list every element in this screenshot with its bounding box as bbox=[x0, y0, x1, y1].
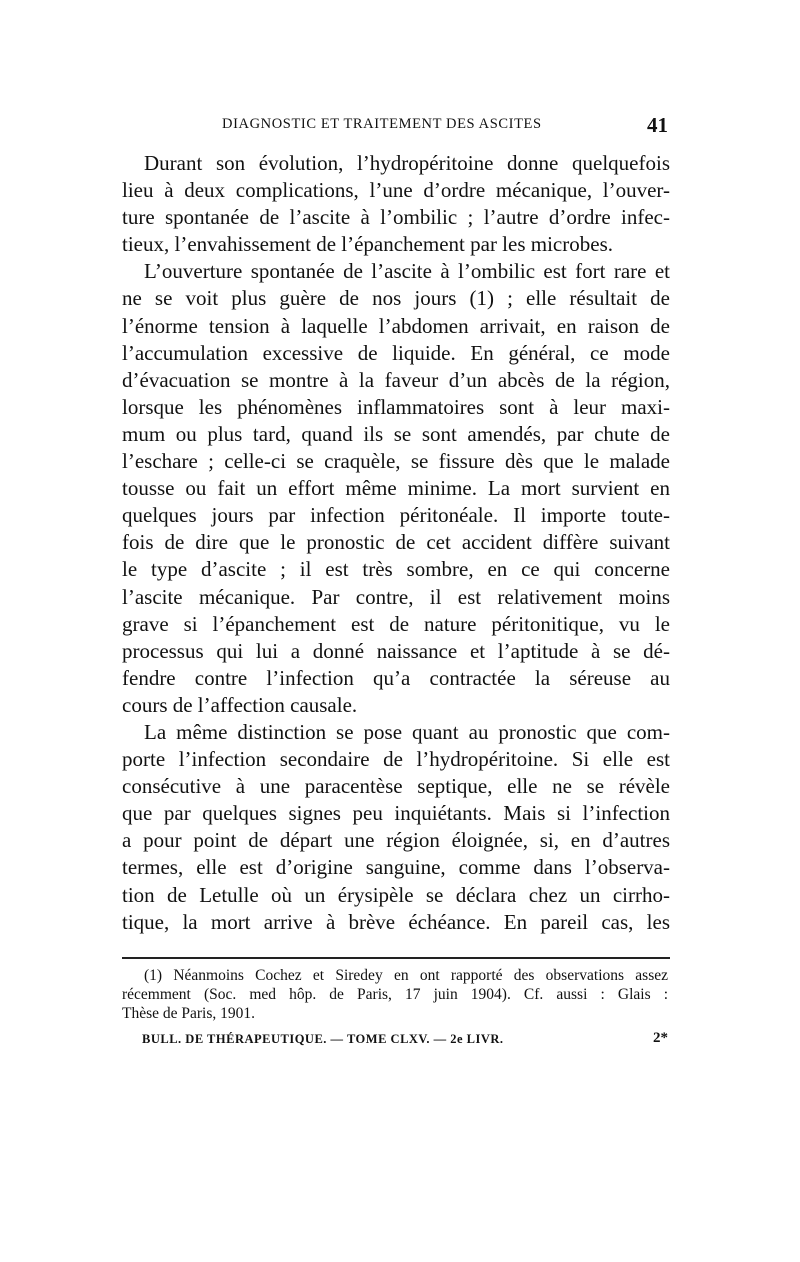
body-line: fendre contre l’infection qu’a contractée la séreuse au bbox=[122, 665, 670, 690]
footnote bbox=[122, 966, 668, 1023]
body-line: mum ou plus tard, quand ils se sont amendés, par chute de bbox=[122, 421, 670, 446]
body-line: termes, elle est d’origine sanguine, comme dans l’observa- bbox=[122, 855, 670, 880]
body-line: consécutive à une paracentèse septique, elle ne se révèle bbox=[122, 774, 670, 799]
running-head bbox=[122, 113, 668, 138]
body-line: grave si l’épanchement est de nature péritonitique, vu le bbox=[122, 611, 670, 636]
signature-text: BULL. DE THÉRAPEUTIQUE. — TOME CLXV. — 2e LIVR. bbox=[142, 1032, 504, 1046]
body-line: porte l’infection secondaire de l’hydropéritoine. Si elle est bbox=[122, 747, 670, 772]
body-line: l’eschare ; celle-ci se craquèle, se fissure dès que le malade bbox=[122, 449, 670, 474]
page-number: 41 bbox=[647, 113, 668, 137]
footnote-line: récemment (Soc. med hôp. de Paris, 17 juin 1904). Cf. aussi : Glais : bbox=[122, 986, 668, 1003]
body-line: l’ascite mécanique. Par contre, il est relativement moins bbox=[122, 584, 670, 609]
body-line: L’ouverture spontanée de l’ascite à l’ombilic est fort rare et bbox=[144, 259, 670, 284]
body-line: Durant son évolution, l’hydropéritoine donne quelquefois bbox=[144, 151, 670, 175]
body-line: La même distinction se pose quant au pronostic que com- bbox=[144, 719, 670, 744]
body-line: le type d’ascite ; il est très sombre, en ce qui concerne bbox=[122, 557, 670, 582]
running-title: DIAGNOSTIC ET TRAITEMENT DES ASCITES bbox=[222, 116, 542, 132]
body-line: tousse ou fait un effort même minime. La mort survient en bbox=[122, 476, 670, 501]
body-line: tion de Letulle où un érysipèle se déclara chez un cirrho- bbox=[122, 882, 670, 907]
body-line: lieu à deux complications, l’une d’ordre mécanique, l’ouver- bbox=[122, 178, 670, 203]
footnote-line: Thèse de Paris, 1901. bbox=[122, 1005, 256, 1022]
footnote-line: (1) Néanmoins Cochez et Siredey en ont rapporté des observations assez bbox=[144, 967, 668, 984]
body-line: d’évacuation se montre à la faveur d’un abcès de la région, bbox=[122, 367, 670, 392]
body-line: tieux, l’envahissement de l’épanchement par les microbes. bbox=[122, 232, 613, 257]
body-line: processus qui lui a donné naissance et l’aptitude à se dé- bbox=[122, 638, 670, 663]
body-line: ture spontanée de l’ascite à l’ombilic ; l’autre d’ordre infec- bbox=[122, 205, 670, 230]
body-line: l’accumulation excessive de liquide. En général, ce mode bbox=[122, 340, 670, 365]
body-line: fois de dire que le pronostic de cet accident diffère suivant bbox=[122, 530, 670, 555]
body-line: tique, la mort arrive à brève échéance. En pareil cas, les bbox=[122, 909, 670, 934]
body-line: lorsque les phénomènes inflammatoires sont à leur maxi- bbox=[122, 394, 670, 419]
body-line: que par quelques signes peu inquiétants. Mais si l’infection bbox=[122, 801, 670, 826]
body-line: l’énorme tension à laquelle l’abdomen arrivait, en raison de bbox=[122, 313, 670, 338]
body-line: quelques jours par infection péritonéale. Il importe toute- bbox=[122, 503, 670, 528]
body-line: ne se voit plus guère de nos jours (1) ; elle résultait de bbox=[122, 286, 670, 311]
signature-line bbox=[142, 1032, 668, 1052]
footnote-rule bbox=[122, 957, 670, 959]
body-line: cours de l’affection causale. bbox=[122, 692, 358, 717]
body-text bbox=[122, 150, 670, 936]
body-line: a pour point de départ une région éloignée, si, en d’autres bbox=[122, 828, 670, 853]
signature-mark: 2* bbox=[653, 1030, 668, 1046]
